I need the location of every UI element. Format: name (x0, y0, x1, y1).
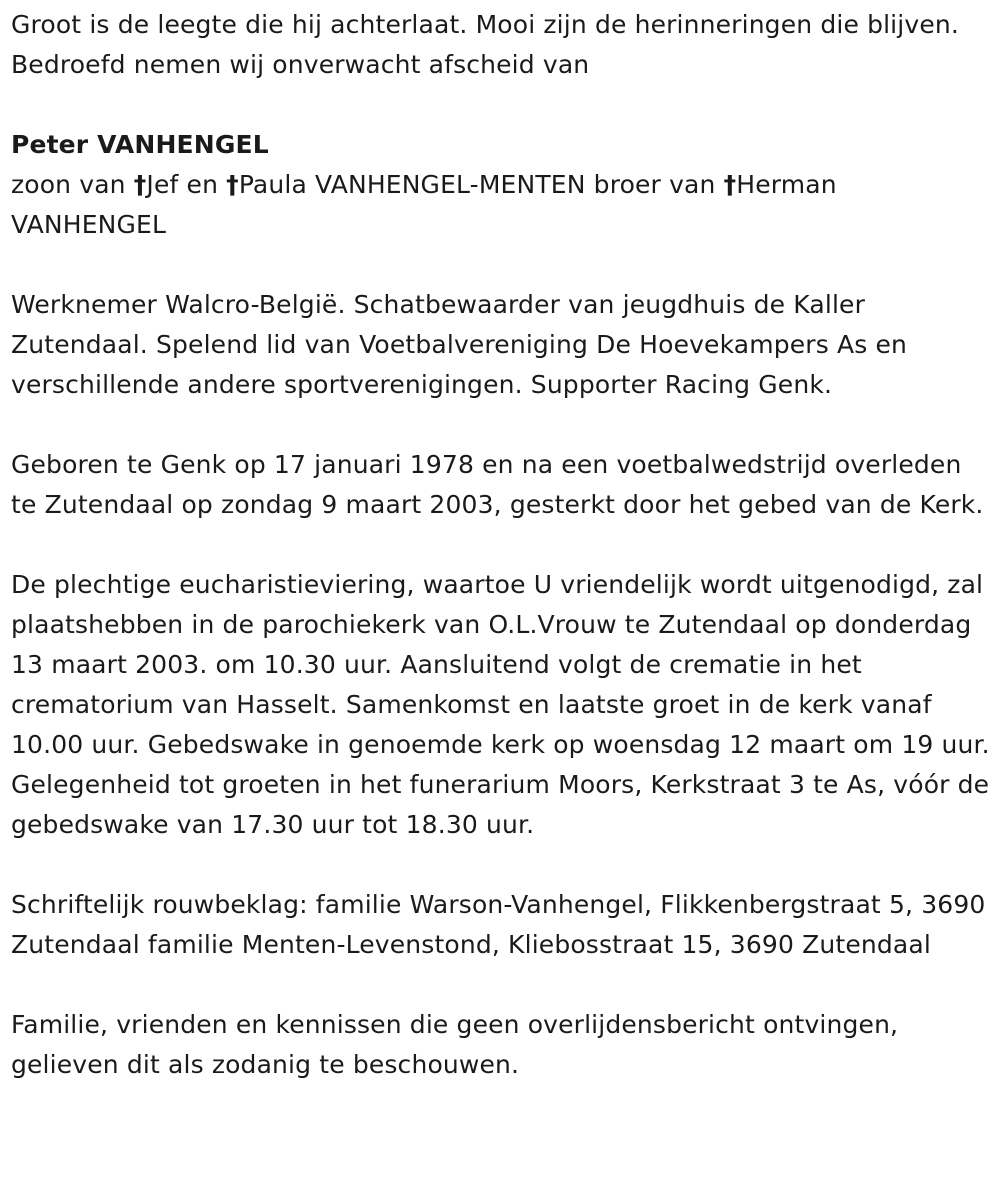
birth-death-text: Geboren te Genk op 17 januari 1978 en na een voetbalwedstrijd overleden te Zutendaal op zondag 9 maart 2003, gesterkt door het gebed van de Kerk. (11, 450, 984, 519)
paragraph-spacer (11, 245, 990, 285)
paragraph-spacer (11, 965, 990, 1005)
closing-text: Familie, vrienden en kennissen die geen overlijdensbericht ontvingen, gelieven dit als zodanig te beschouwen. (11, 1010, 899, 1079)
paragraph-spacer (11, 405, 990, 445)
brother-name: Herman VANHENGEL (11, 170, 837, 239)
deceased-name: Peter VANHENGEL (11, 130, 269, 159)
cross-icon: † (133, 170, 147, 199)
intro-text: Groot is de leegte die hij achterlaat. Mooi zijn de herinneringen die blijven. Bedroefd nemen wij onverwacht afscheid van (11, 10, 959, 79)
ceremony-text: De plechtige eucharistieviering, waartoe U vriendelijk wordt uitgenodigd, zal plaatshebben in de parochiekerk van O.L.Vrouw te Zutendaal op donderdag 13 maart 2003. om 10.30 uur. Aansluitend volgt de crematie in het crematorium van Hasselt. Samenkomst en laatste groet in de kerk vanaf 10.00 uur. Gebedswake in genoemde kerk op woensdag 12 maart om 19 uur. Gelegenheid tot groeten in het funerarium Moors, Kerkstraat 3 te As, vóór de gebedswake van 17.30 uur tot 18.30 uur. (11, 570, 990, 839)
paragraph-spacer (11, 845, 990, 885)
cross-icon: † (226, 170, 239, 199)
family-relations (11, 165, 990, 245)
family-prefix: zoon van (11, 170, 134, 199)
mother-name: Paula VANHENGEL-MENTEN (238, 170, 586, 199)
occupation-text: Werknemer Walcro-België. Schatbewaarder van jeugdhuis de Kaller Zutendaal. Spelend lid van Voetbalvereniging De Hoevekampers As en verschillende andere sportverenigingen. Supporter Racing Genk. (11, 290, 908, 399)
paragraph-spacer (11, 525, 990, 565)
brother-prefix: broer van (585, 170, 724, 199)
condolences-text: Schriftelijk rouwbeklag: familie Warson-Vanhengel, Flikkenbergstraat 5, 3690 Zutendaal familie Menten-Levenstond, Kliebosstraat 15, 3690 Zutendaal (11, 890, 986, 959)
cross-icon: † (723, 170, 737, 199)
father-name: Jef (146, 170, 179, 199)
paragraph-spacer (11, 85, 990, 125)
family-and: en (178, 170, 227, 199)
